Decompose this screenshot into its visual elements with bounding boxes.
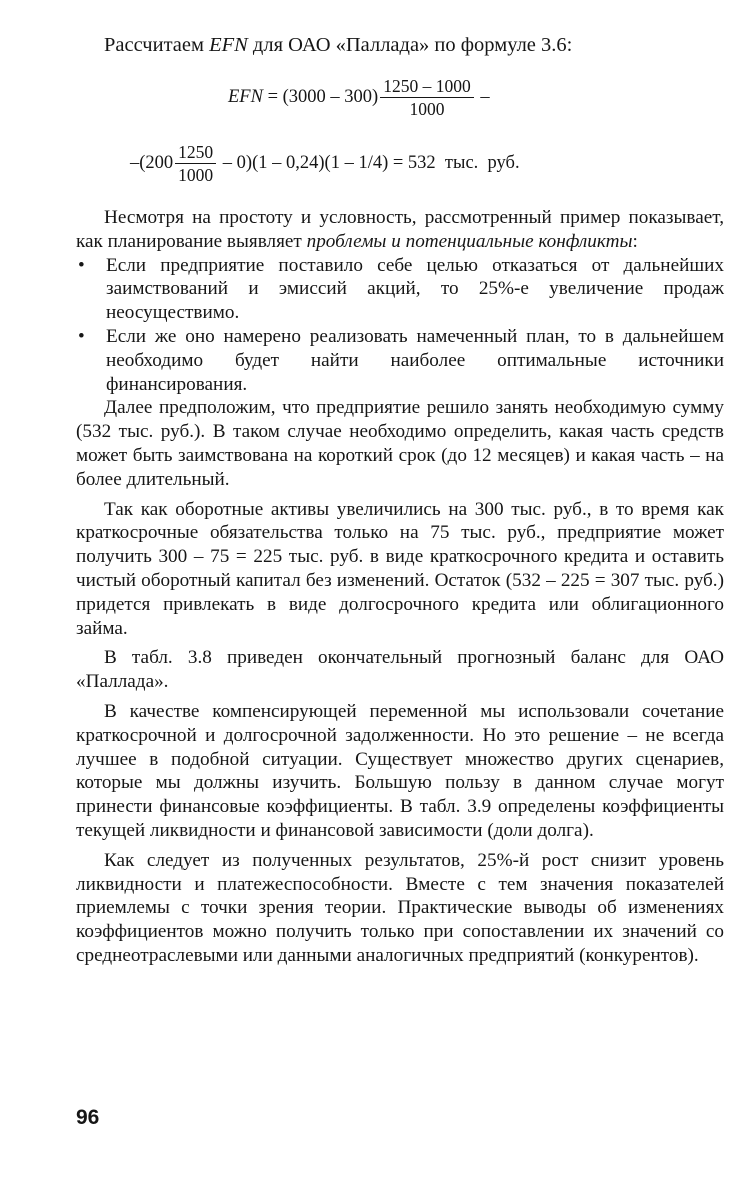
paragraph-5: В качестве компенсирующей переменной мы использовали сочетание краткосрочной и долгосрочной задолженности. Но это решение – не всегда лучшее в подобной ситуации. Существует множество других сценариев, которые мы должны изучить. Большую пользу в данном случае могут принести финансовые коэффициенты. В табл. 3.9 определены коэффициенты текущей ликвидности и финансовой зависимости (доли долга).	[76, 700, 724, 841]
formula-efn-fraction	[380, 76, 474, 119]
bullet-dot-icon: •	[78, 254, 85, 276]
formula2-head: –(200	[130, 153, 174, 173]
formula2-numerator: 1250	[175, 142, 216, 164]
formula-efn-eq: = (3000 – 300)	[262, 87, 379, 107]
paragraph-6: Как следует из полученных результатов, 25%-й рост снизит уровень ликвидности и платежеспособности. Вместе с тем значения показателей приемлемы с точки зрения теории. Практические выводы об изменениях коэффициентов можно получить только при сопоставлении их значений со среднеотраслевыми или данными аналогичных предприятий (конкурентов).	[76, 849, 724, 966]
paragraph-1-emphasis: проблемы и потенциальные конфликты	[306, 230, 633, 252]
formula-efn	[228, 76, 490, 119]
formula-efn-numerator: 1250 – 1000	[380, 76, 474, 98]
formula-efn-tail: –	[475, 87, 490, 107]
bullet-item-2	[76, 325, 724, 396]
body-text	[76, 206, 724, 968]
paragraph-2: Далее предположим, что предприятие решило занять необходимую сумму (532 тыс. руб.). В таком случае необходимо определить, какая часть средств может быть заимствована на короткий срок (до 12 месяцев) и какая часть – на более длительный.	[76, 397, 724, 490]
formula-efn-lhs: EFN	[228, 87, 263, 107]
formula2-denominator: 1000	[178, 165, 214, 185]
intro-efn: EFN	[209, 34, 248, 56]
bullet-dot-icon: •	[78, 325, 85, 347]
formula2-rest: – 0)(1 – 0,24)(1 – 1/4) = 532 тыс. руб.	[218, 153, 520, 173]
bullet-item-1	[76, 254, 724, 325]
paragraph-1-end: :	[632, 230, 638, 252]
paragraph-1-text: Несмотря на простоту и условность, рассмотренный пример показывает, как планирование выявляет	[76, 207, 724, 252]
intro-after: для ОАО «Паллада» по формуле 3.6:	[247, 34, 573, 56]
formula-efn-continued	[130, 142, 520, 185]
bullet-item-1-text: Если предприятие поставило себе целью отказаться от дальнейших заимствований и эмиссий акций, то 25%-е увеличение продаж неосуществимо.	[106, 254, 724, 324]
paragraph-4: В табл. 3.8 приведен окончательный прогнозный баланс для ОАО «Паллада».	[76, 647, 724, 693]
formula2-fraction	[175, 142, 216, 185]
bullet-item-2-text: Если же оно намерено реализовать намеченный план, то в дальнейшем необходимо будет найти наиболее оптимальные источники финансирования.	[106, 325, 724, 395]
paragraph-1	[76, 206, 724, 254]
intro-before: Рассчитаем	[104, 34, 210, 56]
paragraph-3: Так как оборотные активы увеличились на 300 тыс. руб., в то время как краткосрочные обязательства только на 75 тыс. руб., предприятие может получить 300 – 75 = 225 тыс. руб. в виде краткосрочного кредита и оставить чистый оборотный капитал без изменений. Остаток (532 – 225 = 307 тыс. руб.) придется привлекать в виде долгосрочного кредита или облигационного займа.	[76, 498, 724, 639]
page-number: 96	[76, 1106, 100, 1129]
intro-line	[104, 33, 724, 57]
formula-efn-denominator: 1000	[409, 99, 445, 119]
